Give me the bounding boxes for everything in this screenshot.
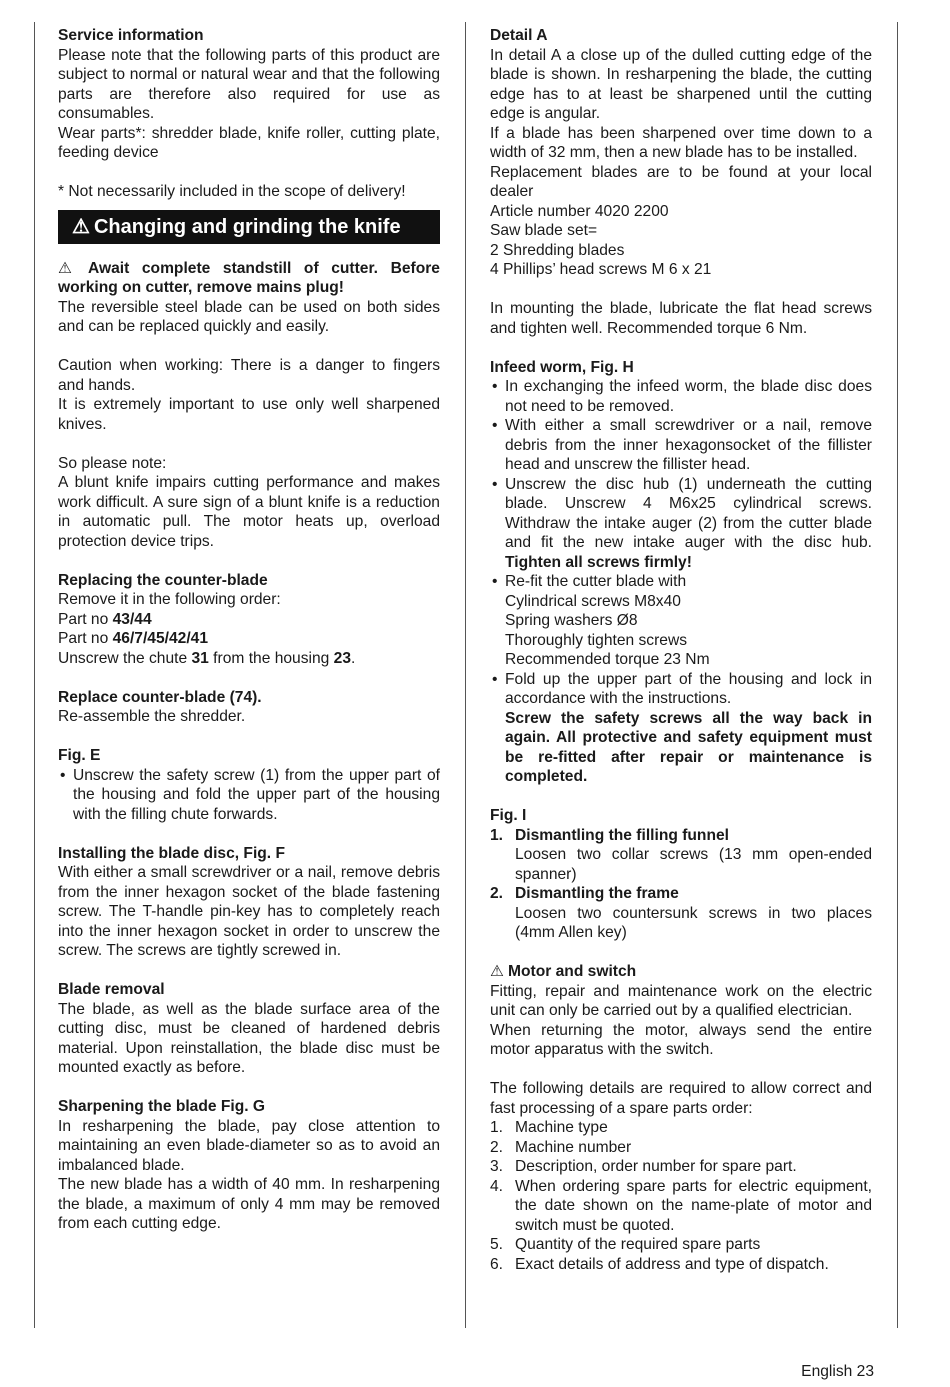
list-item: 4. When ordering spare parts for electric equipment, the date shown on the name-plate of motor and switch must be quoted. (490, 1177, 872, 1234)
chute-line: Unscrew the chute 31 from the housing 23. (58, 649, 356, 667)
list-item: 2. Dismantling the frame Loosen two countersunk screws in two places (4mm Allen key) (490, 885, 872, 941)
service-title: Service information (58, 27, 204, 44)
service-text: Please note that the following parts of this product are subject to normal or natural wear and that the following parts are therefore also required for use as consumables. (58, 46, 440, 122)
replace-title: Replace counter-blade (74). (58, 688, 262, 706)
page-footer: English 23 (801, 1363, 874, 1380)
list-item: 2. Machine number (490, 1138, 632, 1156)
worm-title: Infeed worm, Fig. H (490, 358, 634, 376)
motor-title: Motor and switch (507, 963, 637, 980)
list-item: • Unscrew the safety screw (1) from the upper part of the housing and fold the upper part of the housing with the filling chute forwards. (60, 766, 440, 823)
caution-text: Caution when working: There is a danger to fingers and hands. (58, 357, 440, 394)
sharpen-text-1: In resharpening the blade, pay close attention to maintaining an even blade-diameter so as to avoid an imbalanced blade. (58, 1117, 440, 1174)
part-number: 43/44 (112, 610, 152, 628)
warning-triangle-icon: ⚠ (72, 215, 90, 238)
details-text: The following details are required to allow correct and fast processing of a spare parts order: (490, 1080, 872, 1117)
removal-title: Blade removal (58, 981, 165, 998)
delivery-note: * Not necessarily included in the scope of delivery! (58, 183, 406, 200)
section-banner (58, 210, 440, 244)
list-item: 3. Description, order number for spare part. (490, 1158, 797, 1175)
replace-text: Re-assemble the shredder. (58, 708, 246, 725)
banner-title: Changing and grinding the knife (93, 215, 401, 238)
list-item: • Re-fit the cutter blade with Cylindrical screws M8x40 Spring washers Ø8 Thoroughly tighten screws Recommended torque 23 Nm (492, 573, 710, 668)
worm-list (490, 377, 872, 787)
standstill-warning: Await complete standstill of cutter. Before working on cutter, remove mains plug! (58, 259, 440, 296)
list-item: 5. Quantity of the required spare parts (490, 1236, 761, 1253)
motor-text-1: Fitting, repair and maintenance work on the electric unit can only be carried out by a qualified electrician. (490, 982, 872, 1019)
fig-i-title: Fig. I (490, 807, 527, 824)
saw-blade-set: Saw blade set= (490, 222, 598, 239)
list-item: 1. Dismantling the filling funnel Loosen two collar screws (13 mm open-ended spanner) (490, 826, 872, 883)
motor-text-2: When returning the motor, always send the entire motor apparatus with the switch. (490, 1021, 872, 1058)
article-number: Article number 4020 2200 (490, 202, 669, 220)
reversible-text: The reversible steel blade can be used on both sides and can be replaced quickly and easily. (58, 298, 440, 335)
detail-title: Detail A (490, 27, 548, 44)
remove-order: Remove it in the following order: (58, 591, 281, 608)
fig-e-title: Fig. E (58, 747, 101, 764)
counter-blade-title: Replacing the counter-blade (58, 571, 268, 589)
list-item: • Unscrew the disc hub (1) underneath the cutting blade. Unscrew 4 M6x25 cylindrical screws. Withdraw the intake auger (2) from the cutter blade and fit the new intake auger with the disc hub. Tighten all screws firmly! (492, 475, 872, 571)
sharpen-title: Sharpening the blade Fig. G (58, 1098, 266, 1115)
mounting-text: In mounting the blade, lubricate the flat head screws and tighten well. Recommended torque 6 Nm. (490, 300, 872, 337)
list-item: • Fold up the upper part of the housing and lock in accordance with the instructions. Screw the safety screws all the way back in again. All protective and safety equipment must be re-fitted after repair or maintenance is completed. (492, 670, 872, 785)
spare-parts-list (490, 1118, 872, 1274)
list-item: • In exchanging the infeed worm, the blade disc does not need to be removed. (492, 378, 872, 415)
column-divider (465, 22, 466, 1328)
detail-text-2: If a blade has been sharpened over time down to a width of 32 mm, then a new blade has to be installed. (490, 124, 872, 161)
fig-e-list (58, 766, 440, 825)
phillips-screws: 4 Phillips’ head screws M 6 x 21 (490, 261, 712, 278)
disc-text: With either a small screwdriver or a nail, remove debris from the inner hexagon socket of the blade fastening screw. The T-handle pin-key has to completely reach into the inner hexagon socket in order to unscrew the screw. The screws are tightly screwed in. (58, 864, 440, 959)
right-column (490, 26, 872, 1274)
part-line-1: Part no 43/44 (58, 610, 152, 628)
detail-text-1: In detail A a close up of the dulled cutting edge of the blade is shown. In resharpening the blade, the cutting edge has to at least be sharpened until the cutting edge is angular. (490, 46, 872, 122)
part-line-2: Part no 46/7/45/42/41 (58, 630, 208, 647)
left-column (58, 26, 440, 1234)
right-margin-line (897, 22, 898, 1328)
warning-triangle-icon: ⚠ (58, 259, 72, 277)
part-number: 46/7/45/42/41 (112, 630, 208, 647)
disc-title: Installing the blade disc, Fig. F (58, 844, 286, 862)
warning-triangle-icon: ⚠ (490, 963, 504, 980)
wear-parts: Wear parts*: shredder blade, knife roller, cutting plate, feeding device (58, 124, 440, 161)
list-item: 6. Exact details of address and type of dispatch. (490, 1255, 829, 1273)
list-item: 1. Machine type (490, 1119, 608, 1136)
blunt-text: A blunt knife impairs cutting performance and makes work difficult. A sure sign of a blunt knife is a reduction in automatic pull. The motor heats up, overload protection device trips. (58, 474, 440, 550)
list-item: • With either a small screwdriver or a nail, remove debris from the inner hexagonsocket of the fillister head and unscrew the fillister head. (492, 417, 872, 473)
important-text: It is extremely important to use only well sharpened knives. (58, 396, 440, 433)
left-margin-line (34, 22, 35, 1328)
fig-i-list (490, 826, 872, 943)
sharpen-text-2: The new blade has a width of 40 mm. In resharpening the blade, a maximum of only 4 mm may be removed from each cutting edge. (58, 1176, 440, 1232)
note-title: So please note: (58, 454, 167, 472)
detail-text-3: Replacement blades are to be found at your local dealer (490, 163, 872, 200)
removal-text: The blade, as well as the blade surface area of the cutting disc, must be cleaned of hardened debris material. Upon reinstallation, the blade disc must be mounted exactly as before. (58, 1000, 440, 1076)
shredding-blades: 2 Shredding blades (490, 241, 625, 259)
